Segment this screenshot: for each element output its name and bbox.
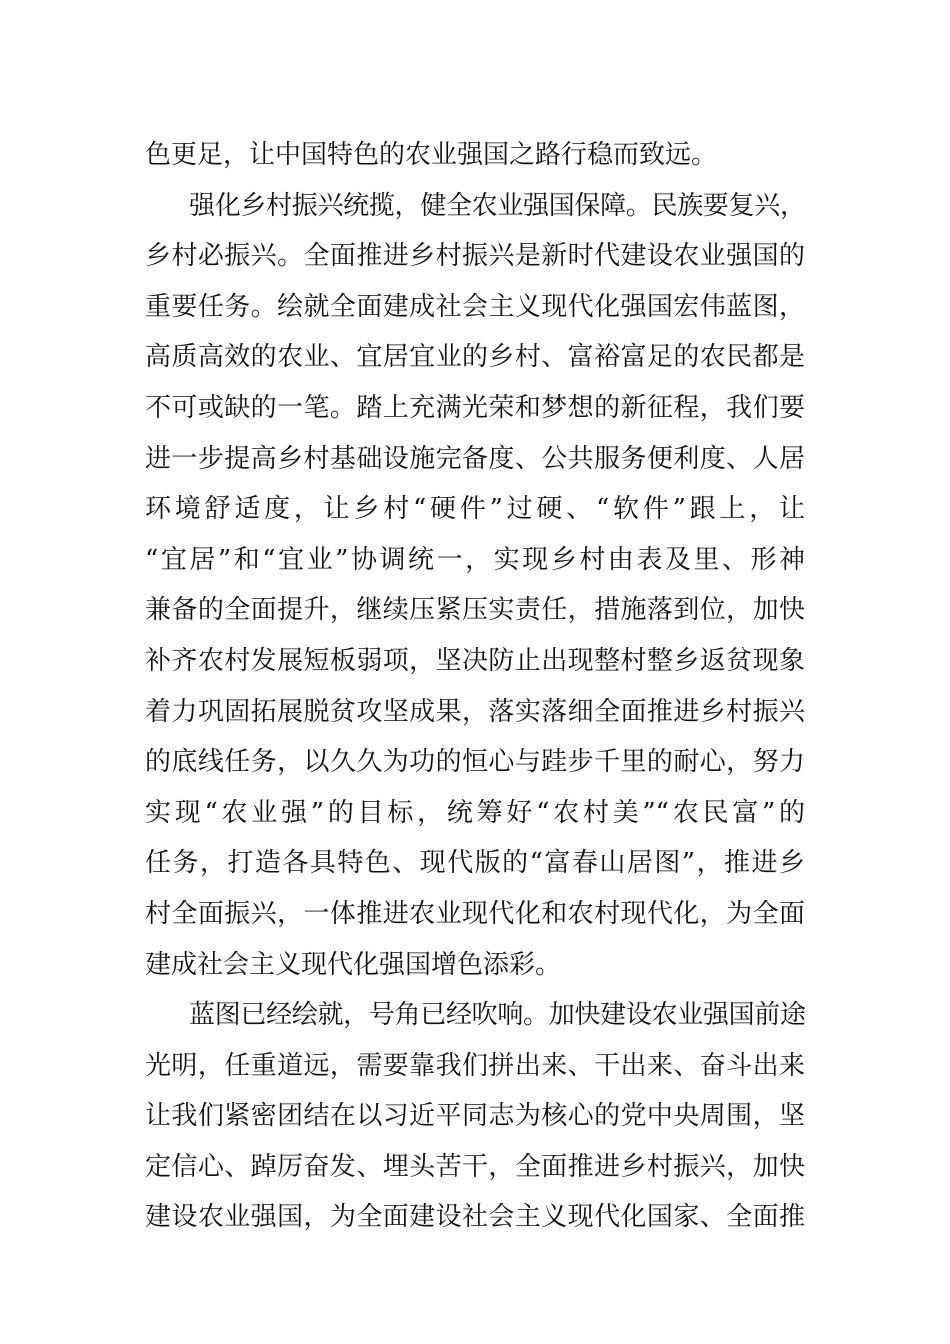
text-line: 建成社会主义现代化强国增色添彩。	[145, 949, 562, 980]
text-line: 村全面振兴，一体推进农业现代化和农村现代化，为全面	[145, 898, 805, 929]
text-line: 乡村必振兴。全面推进乡村振兴是新时代建设农业强国的	[145, 241, 805, 272]
paragraph-continuation	[145, 130, 805, 181]
text-line: 强化乡村振兴统揽，健全农业强国保障。民族要复兴，	[189, 190, 805, 221]
text-line: 补齐农村发展短板弱项，坚决防止出现整村整乡返贫现象	[145, 645, 805, 676]
paragraph-conclusion	[145, 990, 805, 1243]
paragraph-rural-revitalization	[145, 181, 805, 991]
text-line: 定信心、踔厉奋发、埋头苦干，全面推进乡村振兴，加快	[145, 1151, 805, 1182]
text-line: 兼备的全面提升，继续压紧压实责任，措施落到位，加快	[145, 595, 805, 626]
text-line: 色更足，让中国特色的农业强国之路行稳而致远。	[145, 140, 718, 170]
text-line: 任务，打造各具特色、现代版的“富春山居图”，推进乡	[145, 848, 805, 879]
text-line: 重要任务。绘就全面建成社会主义现代化强国宏伟蓝图，	[145, 291, 805, 322]
text-line: 高质高效的农业、宜居宜业的乡村、富裕富足的农民都是	[145, 342, 805, 373]
text-line: 的底线任务，以久久为功的恒心与跬步千里的耐心，努力	[145, 747, 805, 778]
text-line: 进一步提高乡村基础设施完备度、公共服务便利度、人居	[145, 443, 805, 474]
text-line: 环境舒适度，让乡村“硬件”过硬、“软件”跟上，让	[145, 494, 805, 525]
text-line: 着力巩固拓展脱贫攻坚成果，落实落细全面推进乡村振兴	[145, 696, 805, 727]
text-line: 不可或缺的一笔。踏上充满光荣和梦想的新征程，我们要	[145, 392, 805, 423]
text-line: 实现“农业强”的目标，统筹好“农村美”“农民富”的	[145, 797, 805, 828]
text-line: 蓝图已经绘就，号角已经吹响。加快建设农业强国前途	[189, 1000, 805, 1031]
text-line: 让我们紧密团结在以习近平同志为核心的党中央周围，坚	[145, 1101, 805, 1132]
document-body	[145, 130, 805, 1243]
text-line: 建设农业强国，为全面建设社会主义现代化国家、全面推	[145, 1202, 805, 1233]
text-line: “宜居”和“宜业”协调统一，实现乡村由表及里、形神	[145, 544, 805, 575]
text-line: 光明，任重道远，需要靠我们拼出来、干出来、奋斗出来	[145, 1050, 805, 1081]
